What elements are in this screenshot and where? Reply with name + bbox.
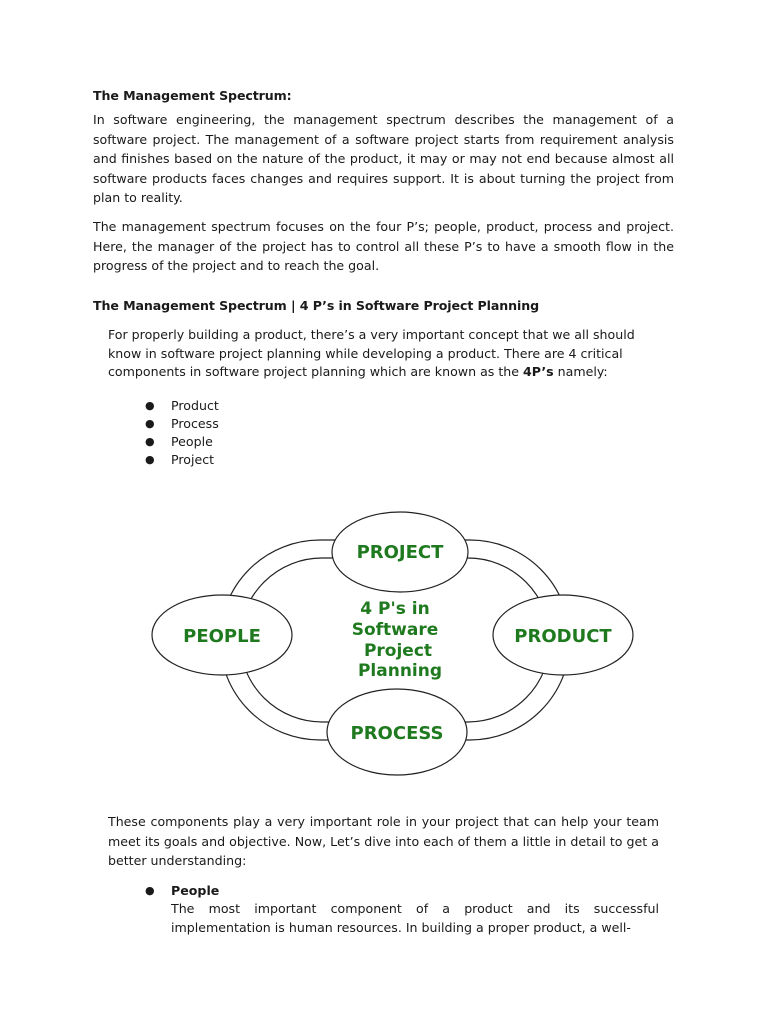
bullet-list-details bbox=[145, 882, 659, 937]
people-description: The most important component of a product and its successful implementation is human resources. In building a proper product, a well- bbox=[171, 901, 659, 935]
intro-text: For properly building a product, there’s a very important concept that we all should know in software project planning while developing a product. There are 4 critical components in software project planning which are known as the bbox=[108, 327, 635, 379]
diagram-label-product: PRODUCT bbox=[514, 626, 612, 647]
intro-bold-4ps: 4P’s bbox=[523, 364, 554, 379]
list-item-label: Project bbox=[171, 452, 215, 467]
bullet-icon: ● bbox=[145, 453, 155, 466]
paragraph-intro: In software engineering, the management spectrum describes the management of a software project. The management of a software project starts from requirement analysis and finishes based on the nature of the product, it may or may not end because almost all software products faces changes and requires support. It is about turning the project from plan to reality. bbox=[93, 112, 674, 205]
four-ps-diagram bbox=[150, 510, 640, 780]
paragraph-4ps-intro bbox=[108, 326, 668, 382]
list-item-label: Product bbox=[171, 398, 219, 413]
diagram-label-process: PROCESS bbox=[350, 723, 444, 744]
list-item-people bbox=[145, 882, 659, 937]
bullet-icon: ● bbox=[145, 435, 155, 448]
list-item-label: Process bbox=[171, 416, 219, 431]
diagram-label-people: PEOPLE bbox=[183, 626, 261, 647]
intro-text-end: namely: bbox=[553, 364, 608, 379]
people-subheading: People bbox=[171, 883, 220, 898]
list-item bbox=[145, 415, 219, 433]
section-heading-4ps: The Management Spectrum | 4 P’s in Software Project Planning bbox=[93, 298, 539, 313]
diagram-center-line-4: Planning bbox=[357, 661, 443, 681]
bullet-list-4ps bbox=[145, 397, 219, 469]
diagram-center-line-1: 4 P's in bbox=[360, 599, 430, 619]
list-item-label: People bbox=[171, 434, 213, 449]
bullet-icon: ● bbox=[145, 884, 155, 897]
paragraph-components: These components play a very important role in your project that can help your team meet its goals and objective. Now, Let’s dive into each of them a little in detail to get a better understanding: bbox=[108, 814, 659, 868]
section-heading-management-spectrum: The Management Spectrum: bbox=[93, 88, 292, 103]
paragraph-four-ps: The management spectrum focuses on the four P’s; people, product, process and project. Here, the manager of the project has to control all these P’s to have a smooth flow in the progress of the project and to reach the goal. bbox=[93, 219, 674, 273]
diagram-label-project: PROJECT bbox=[356, 542, 444, 563]
bullet-icon: ● bbox=[145, 417, 155, 430]
bullet-icon: ● bbox=[145, 399, 155, 412]
list-item bbox=[145, 451, 219, 469]
diagram-center-line-3: Project bbox=[363, 641, 433, 661]
diagram-center-line-2: Software bbox=[351, 620, 439, 640]
list-item bbox=[145, 433, 219, 451]
list-item bbox=[145, 397, 219, 415]
